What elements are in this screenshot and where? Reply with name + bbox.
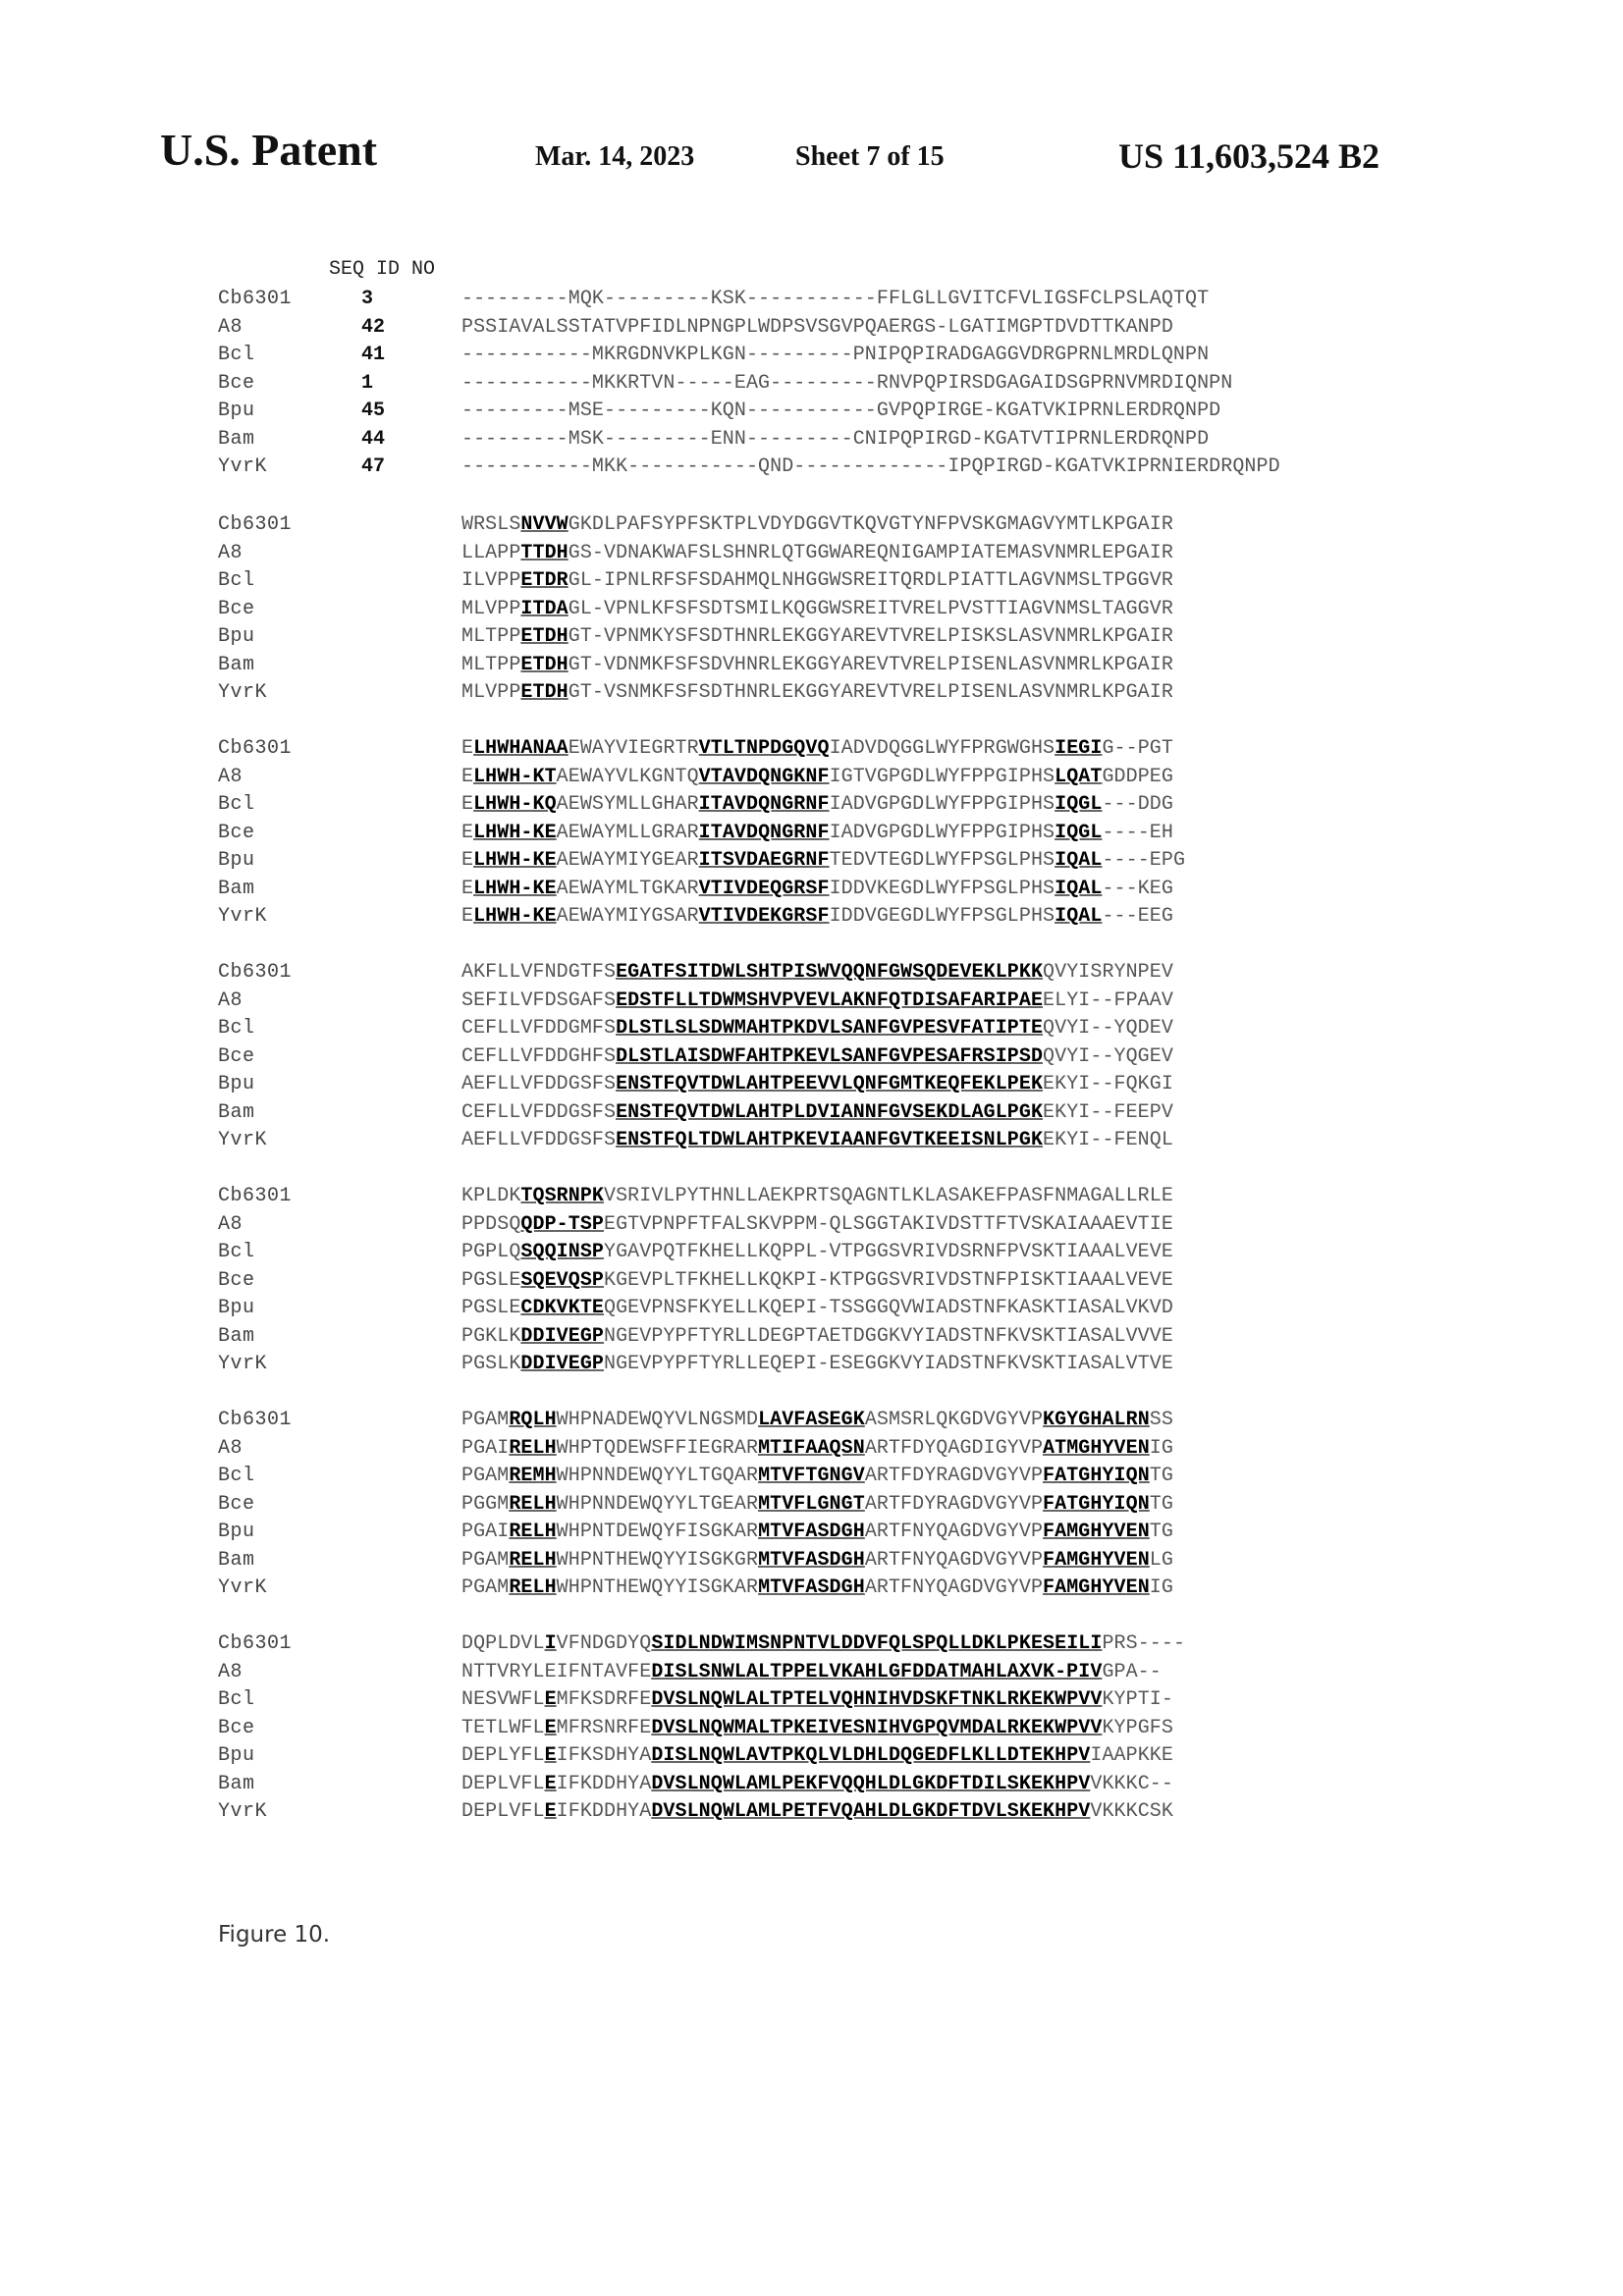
sequence-name: Bcl: [218, 1017, 255, 1040]
sequence-residues: PSSIAVALSSTATVPFIDLNPNGPLWDPSVSGVPQAERGS-LGATIMGPTDVDTTKANPD: [461, 315, 1173, 339]
sequence-name: Bcl: [218, 1688, 255, 1711]
sequence-name: Cb6301: [218, 1632, 293, 1655]
sequence-residues: PGSLESQEVQSPKGEVPLTFKHELLKQKPI-KTPGGSVRIVDSTNFPISKTIAAALVEVE: [461, 1268, 1173, 1292]
sequence-name: A8: [218, 1660, 243, 1683]
sheet-number: Sheet 7 of 15: [795, 141, 945, 172]
sequence-name: Bam: [218, 1548, 255, 1572]
sequence-residues: ---------MSK---------ENN---------CNIPQPIRGD-KGATVTIPRNLERDRQNPD: [461, 427, 1210, 451]
sequence-residues: PGKLKDDIVEGPNGEVPYPFTYRLLDEGPTAETDGGKVYIADSTNFKVSKTIASALVVVE: [461, 1324, 1173, 1348]
sequence-name: Bce: [218, 1044, 255, 1068]
seq-id-number: 42: [361, 315, 386, 339]
sequence-residues: AKFLLVFNDGTFSEGATFSITDWLSHTPISWVQQNFGWSQDEVEKLPKKQVYISRYNPEV: [461, 961, 1173, 984]
sequence-name: Bam: [218, 877, 255, 900]
sequence-name: Bcl: [218, 1465, 255, 1487]
sequence-residues: NTTVRYLEIFNTAVFEDISLSNWLALTPPELVKAHLGFDDATMAHLAXVK-PIVGPA--: [461, 1660, 1162, 1683]
sequence-name: Bce: [218, 821, 255, 844]
seq-id-number: 44: [361, 427, 386, 451]
sequence-name: YvrK: [218, 1129, 268, 1151]
sequence-name: Bam: [218, 653, 255, 676]
sequence-residues: SEFILVFDSGAFSEDSTFLLTDWMSHVPVEVLAKNFQTDISAFARIPAEELYI--FPAAV: [461, 988, 1173, 1012]
sequence-residues: PPDSQQDP-TSPEGTVPNPFTFALSKVPPM-QLSGGTAKIVDSTTFTVSKAIAAAEVTIE: [461, 1212, 1173, 1236]
patent-label: U.S. Patent: [160, 125, 378, 175]
sequence-residues: MLVPPETDHGT-VSNMKFSFSDTHNRLEKGGYAREVTVRELPISENLASVNMRLKPGAIR: [461, 681, 1173, 704]
sequence-residues: PGAMRELHWHPNTHEWQYYISGKGRMTVFASDGHARTFNYQAGDVGYVPFAMGHYVENLG: [461, 1548, 1173, 1572]
sequence-name: A8: [218, 988, 243, 1012]
sequence-residues: WRSLSNVVWGKDLPAFSYPFSKTPLVDYDGGVTKQVGTYNFPVSKGMAGVYMTLKPGAIR: [461, 513, 1173, 536]
sequence-residues: AEFLLVFDDGSFSENSTFQVTDWLAHTPEEVVLQNFGMTKEQFEKLPEKEKYI--FQKGI: [461, 1073, 1173, 1095]
sequence-residues: DQPLDVLIVFNDGDYQSIDLNDWIMSNPNTVLDDVFQLSPQLLDKLPKESEILIPRS----: [461, 1632, 1186, 1655]
patent-number: US 11,603,524 B2: [1118, 136, 1380, 176]
sequence-name: Cb6301: [218, 1409, 293, 1431]
sequence-name: Cb6301: [218, 737, 293, 760]
sequence-residues: DEPLYFLEIFKSDHYADISLNQWLAVTPKQLVLDHLDQGEDFLKLLDTEKHPVIAAPKKE: [461, 1744, 1173, 1767]
sequence-name: Bce: [218, 371, 255, 395]
sequence-name: Bam: [218, 1324, 255, 1348]
sequence-residues: PGSLKDDIVEGPNGEVPYPFTYRLLEQEPI-ESEGGKVYIADSTNFKVSKTIASALVTVE: [461, 1353, 1173, 1375]
sequence-residues: -----------MKRGDNVKPLKGN---------PNIPQPIRADGAGGVDRGPRNLMRDLQNPN: [461, 344, 1210, 366]
sequence-residues: MLVPPITDAGL-VPNLKFSFSDTSMILKQGGWSREITVRELPVSTTIAGVNMSLTAGGVR: [461, 597, 1173, 620]
sequence-name: Bpu: [218, 1744, 255, 1767]
sequence-name: Cb6301: [218, 513, 293, 536]
sequence-name: Bcl: [218, 569, 255, 592]
sequence-residues: PGAMRELHWHPNTHEWQYYISGKARMTVFASDGHARTFNYQAGDVGYVPFAMGHYVENIG: [461, 1576, 1173, 1599]
sequence-name: Bpu: [218, 625, 255, 648]
sequence-name: Bpu: [218, 400, 255, 422]
sequence-residues: NESVWFLEMFKSDRFEDVSLNQWLALTPTELVQHNIHVDSKFTNKLRKEKWPVVKYPTI-: [461, 1688, 1173, 1711]
patent-date: Mar. 14, 2023: [535, 141, 695, 172]
sequence-residues: ELHWH-KEAEWAYMLLGRARITAVDQNGRNFIADVGPGDLWYFPPGIPHSIQGL----EH: [461, 821, 1173, 844]
sequence-residues: AEFLLVFDDGSFSENSTFQLTDWLAHTPKEVIAANFGVTKEEISNLPGKEKYI--FENQL: [461, 1129, 1173, 1151]
sequence-name: YvrK: [218, 455, 268, 478]
sequence-residues: PGGMRELHWHPNNDEWQYYLTGEARMTVFLGNGTARTFDYRAGDVGYVPFATGHYIQNTG: [461, 1492, 1173, 1516]
sequence-name: Bpu: [218, 849, 255, 872]
sequence-name: Bcl: [218, 344, 255, 366]
sequence-residues: ---------MQK---------KSK-----------FFLGLLGVITCFVLIGSFCLPSLAQTQT: [461, 288, 1210, 310]
sequence-residues: PGAIRELHWHPNTDEWQYFISGKARMTVFASDGHARTFNYQAGDVGYVPFAMGHYVENTG: [461, 1521, 1173, 1543]
sequence-residues: LLAPPTTDHGS-VDNAKWAFSLSHNRLQTGGWAREQNIGAMPIATEMASVNMRLEPGAIR: [461, 541, 1173, 564]
sequence-name: Cb6301: [218, 1185, 293, 1207]
sequence-residues: PGAIRELHWHPTQDEWSFFIEGRARMTIFAAQSNARTFDYQAGDIGYVPATMGHYVENIG: [461, 1436, 1173, 1460]
sequence-name: Bce: [218, 1268, 255, 1292]
sequence-residues: MLTPPETDHGT-VDNMKFSFSDVHNRLEKGGYAREVTVRELPISENLASVNMRLKPGAIR: [461, 653, 1173, 676]
sequence-name: Bce: [218, 597, 255, 620]
sequence-residues: ELHWH-KEAEWAYMLTGKARVTIVDEQGRSFIDDVKEGDLWYFPSGLPHSIQAL---KEG: [461, 877, 1173, 900]
sequence-name: Bam: [218, 427, 255, 451]
sequence-name: Cb6301: [218, 288, 293, 310]
sequence-name: YvrK: [218, 1800, 268, 1823]
seq-id-number: 1: [361, 371, 374, 395]
sequence-name: Cb6301: [218, 961, 293, 984]
seq-id-column-header: SEQ ID NO: [329, 258, 436, 281]
sequence-name: Bpu: [218, 1297, 255, 1319]
sequence-name: Bcl: [218, 793, 255, 816]
sequence-name: A8: [218, 765, 243, 788]
sequence-name: Bam: [218, 1772, 255, 1795]
sequence-residues: PGPLQSQQINSPYGAVPQTFKHELLKQPPL-VTPGGSVRIVDSRNFPVSKTIAAALVEVE: [461, 1241, 1173, 1263]
sequence-residues: DEPLVFLEIFKDDHYADVSLNQWLAMLPETFVQAHLDLGKDFTDVLSKEKHPVVKKKCSK: [461, 1800, 1173, 1823]
sequence-residues: -----------MKK-----------QND-------------IPQPIRGD-KGATVKIPRNIERDRQNPD: [461, 455, 1280, 478]
sequence-name: Bce: [218, 1716, 255, 1739]
sequence-name: A8: [218, 1436, 243, 1460]
sequence-residues: MLTPPETDHGT-VPNMKYSFSDTHNRLEKGGYAREVTVRELPISKSLASVNMRLKPGAIR: [461, 625, 1173, 648]
sequence-residues: ELHWHANAAEWAYVIEGRTRVTLTNPDGQVQIADVDQGGLWYFPRGWGHSIEGIG--PGT: [461, 737, 1173, 760]
seq-id-number: 47: [361, 455, 386, 478]
sequence-residues: KPLDKTQSRNPKVSRIVLPYTHNLLAEKPRTSQAGNTLKLASAKEFPASFNMAGALLRLE: [461, 1185, 1173, 1207]
sequence-residues: ELHWH-KEAEWAYMIYGEARITSVDAEGRNFTEDVTEGDLWYFPSGLPHSIQAL----EPG: [461, 849, 1186, 872]
sequence-residues: PGAMREMHWHPNNDEWQYYLTGQARMTVFTGNGVARTFDYRAGDVGYVPFATGHYIQNTG: [461, 1465, 1173, 1487]
figure-caption: Figure 10.: [218, 1922, 331, 1948]
sequence-residues: ---------MSE---------KQN-----------GVPQPIRGE-KGATVKIPRNLERDRQNPD: [461, 400, 1221, 422]
sequence-name: YvrK: [218, 905, 268, 928]
seq-id-number: 45: [361, 400, 386, 422]
sequence-residues: ELHWH-KQAEWSYMLLGHARITAVDQNGRNFIADVGPGDLWYFPPGIPHSIQGL---DDG: [461, 793, 1173, 816]
sequence-name: Bce: [218, 1492, 255, 1516]
sequence-name: YvrK: [218, 1353, 268, 1375]
sequence-residues: -----------MKKRTVN-----EAG---------RNVPQPIRSDGAGAIDSGPRNVMRDIQNPN: [461, 371, 1233, 395]
sequence-name: Bpu: [218, 1521, 255, 1543]
sequence-name: Bam: [218, 1100, 255, 1124]
sequence-residues: CEFLLVFDDGMFSDLSTLSLSDWMAHTPKDVLSANFGVPESVFATIPTEQVYI--YQDEV: [461, 1017, 1173, 1040]
sequence-residues: CEFLLVFDDGHFSDLSTLAISDWFAHTPKEVLSANFGVPESAFRSIPSDQVYI--YQGEV: [461, 1044, 1173, 1068]
seq-id-number: 3: [361, 288, 374, 310]
sequence-residues: ILVPPETDRGL-IPNLRFSFSDAHMQLNHGGWSREITQRDLPIATTLAGVNMSLTPGGVR: [461, 569, 1173, 592]
sequence-name: A8: [218, 541, 243, 564]
sequence-name: Bcl: [218, 1241, 255, 1263]
sequence-name: YvrK: [218, 681, 268, 704]
seq-id-number: 41: [361, 344, 386, 366]
sequence-residues: TETLWFLEMFRSNRFEDVSLNQWMALTPKEIVESNIHVGPQVMDALRKEKWPVVKYPGFS: [461, 1716, 1173, 1739]
sequence-residues: ELHWH-KEAEWAYMIYGSARVTIVDEKGRSFIDDVGEGDLWYFPSGLPHSIQAL---EEG: [461, 905, 1173, 928]
sequence-residues: PGSLECDKVKTEQGEVPNSFKYELLKQEPI-TSSGGQVWIADSTNFKASKTIASALVKVD: [461, 1297, 1173, 1319]
sequence-name: YvrK: [218, 1576, 268, 1599]
sequence-name: Bpu: [218, 1073, 255, 1095]
sequence-residues: DEPLVFLEIFKDDHYADVSLNQWLAMLPEKFVQQHLDLGKDFTDILSKEKHPVVKKKC--: [461, 1772, 1173, 1795]
sequence-name: A8: [218, 1212, 243, 1236]
sequence-name: A8: [218, 315, 243, 339]
sequence-residues: CEFLLVFDDGSFSENSTFQVTDWLAHTPLDVIANNFGVSEKDLAGLPGKEKYI--FEEPV: [461, 1100, 1173, 1124]
sequence-residues: PGAMRQLHWHPNADEWQYVLNGSMDLAVFASEGKASMSRLQKGDVGYVPKGYGHALRNSS: [461, 1409, 1173, 1431]
sequence-residues: ELHWH-KTAEWAYVLKGNTQVTAVDQNGKNFIGTVGPGDLWYFPPGIPHSLQATGDDPEG: [461, 765, 1173, 788]
